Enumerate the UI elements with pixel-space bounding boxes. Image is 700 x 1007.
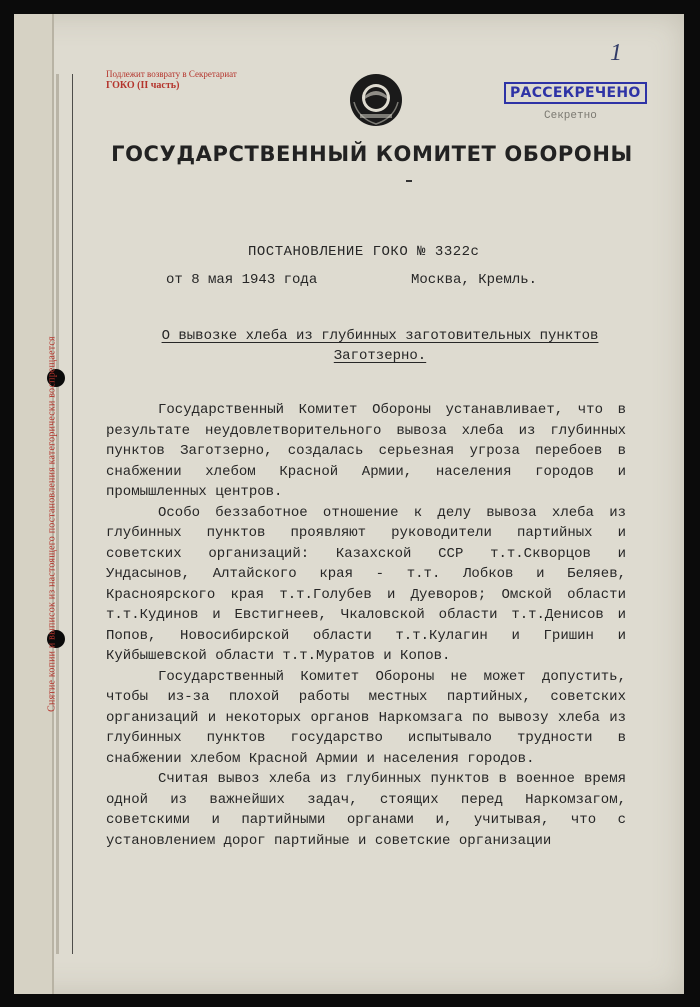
state-emblem-icon xyxy=(348,72,404,128)
margin-line xyxy=(72,74,73,954)
faded-classification-stamp: Секретно xyxy=(544,110,597,122)
body-paragraph: Государственный Комитет Обороны не может допустить, чтобы из-за плохой работы местных партийных, советских организаций и некоторых органов Наркомзага по вывозу хлеба из глубинных пунктов государство испытывало трудности в снабжении хлебом Красной Армии и населения городов. xyxy=(106,668,626,767)
body-paragraph: Считая вывоз хлеба из глубинных пунктов в военное время одной из важнейших задач, стоящих перед Наркомзагом, советскими и партийными органами и, учитывая, что с установлением дорог партийные и советские организации xyxy=(106,771,626,849)
return-address-line1: Подлежит возврату в Секретариат xyxy=(106,69,237,79)
body-paragraph: Государственный Комитет Обороны устанавливает, что в результате неудовлетворительного вывоза хлеба из глубинных пунктов Заготзерно, создалась серьезная угроза перебоев в снабжении хлебом Красной Армии, населения городов и промышленных центров. xyxy=(106,402,626,500)
body-paragraph: Особо беззаботное отношение к делу вывоза хлеба из глубинных пунктов проявляют руководители партийных и советских организаций: Казахской ССР т.т.Скворцов и Ундасынов, Алтайского края - т.т. Лобков и Беляев, Красноярского края т.т.Голубев и Дуеворов; Омской области т.т.Кудинов и Евстигнеев, Чкаловской области т.т.Денисов и Попов, Новосибирской области т.т.Кулагин и Гришин и Куйбышевской области т.т.Муратов и Копов. xyxy=(106,504,626,664)
resolution-subject-text: О вывозке хлеба из глубинных заготовительных пунктов Заготзерно. xyxy=(161,328,599,364)
copy-prohibition-note: Снятие копии и выписок из настоящего постановления категорически воспрещается xyxy=(46,336,58,712)
return-address-stamp xyxy=(106,68,237,92)
resolution-subject xyxy=(160,326,600,366)
resolution-body xyxy=(106,400,626,851)
resolution-title: ПОСТАНОВЛЕНИЕ ГОКО № 3322с xyxy=(248,244,480,260)
separator-dash xyxy=(406,180,412,182)
declassified-stamp: РАССЕКРЕЧЕНО xyxy=(504,82,647,104)
organization-heading: ГОСУДАРСТВЕННЫЙ КОМИТЕТ ОБОРОНЫ xyxy=(111,142,633,166)
resolution-place: Москва, Кремль. xyxy=(411,272,538,288)
resolution-date: от 8 мая 1943 года xyxy=(166,272,318,288)
page-number: 1 xyxy=(610,40,622,66)
document-page xyxy=(14,14,684,994)
return-address-line2: ГОКО (II часть) xyxy=(106,80,180,91)
